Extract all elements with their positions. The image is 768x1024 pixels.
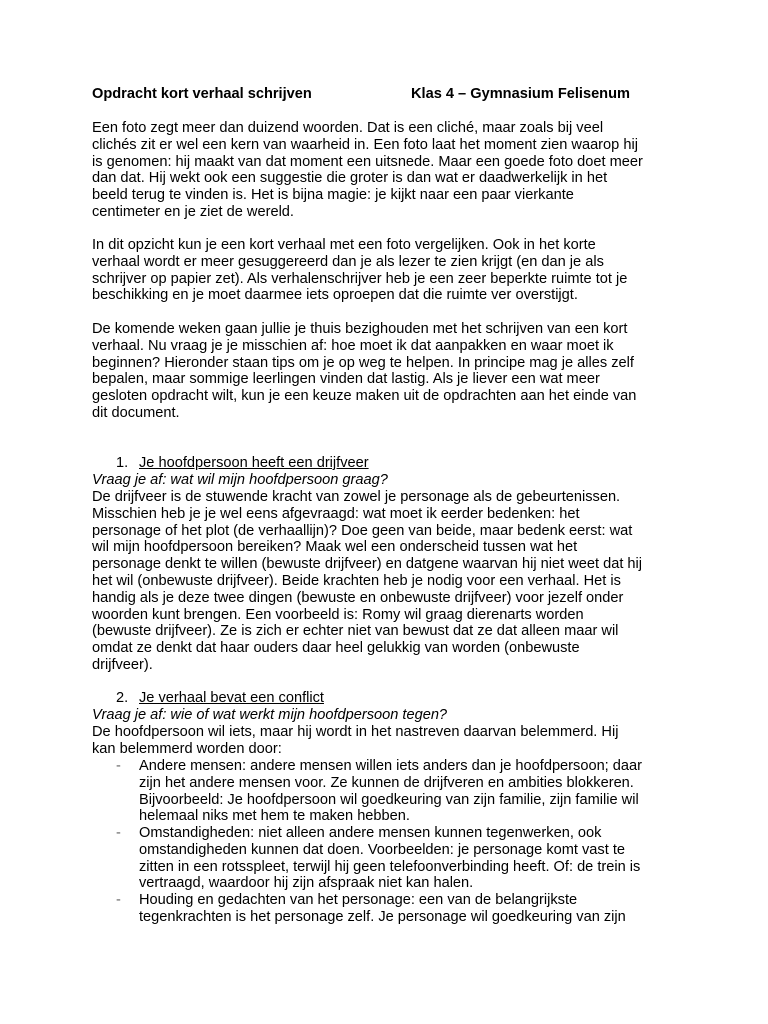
bullet-item-other-people xyxy=(139,758,642,825)
text-line: (bewuste drijfveer). Ze is zich er echter niet van bewust dat ze dat alleen maar wil xyxy=(92,623,619,640)
section-1-question: Vraag je af: wat wil mijn hoofdpersoon graag? xyxy=(92,472,388,488)
text-line: Houding en gedachten van het personage: een van de belangrijkste xyxy=(139,892,578,908)
text-line: Misschien heb je je wel eens afgevraagd: wat moet ik eerder bedenken: het xyxy=(92,505,580,522)
text-line: Bijvoorbeeld: Je hoofdpersoon wil goedkeuring van zijn familie, zijn familie wil xyxy=(139,791,639,808)
text-line: verhaal. Nu vraag je je misschien af: hoe moet ik dat aanpakken en waar moet ik xyxy=(92,337,614,354)
text-line: woorden kunt brengen. Een voorbeeld is: Romy wil graag dierenarts worden xyxy=(92,606,584,623)
text-line: beschikking en je moet daarmee iets oproepen dat die ruimte ver overstijgt. xyxy=(92,287,578,304)
text-line: Een foto zegt meer dan duizend woorden. Dat is een cliché, maar zoals bij veel xyxy=(92,120,604,136)
bullet-item-attitude xyxy=(139,892,626,926)
text-line: drijfveer). xyxy=(92,656,153,673)
text-line: tegenkrachten is het personage zelf. Je personage wil goedkeuring van zijn xyxy=(139,908,626,925)
text-line: schrijver op papier zet). Als verhalenschrijver heb je een zeer beperkte ruimte tot je xyxy=(92,270,628,287)
section-1-body xyxy=(92,489,692,674)
text-line: personage of het plot (de verhaallijn)? Doe geen van beide, maar bedenk eerst: wat xyxy=(92,522,633,539)
text-line: wil mijn hoofdpersoon bereiken? Maak wel een onderscheid tussen wat het xyxy=(92,539,578,556)
intro-paragraph-3 xyxy=(92,321,692,422)
document-title: Opdracht kort verhaal schrijven xyxy=(92,86,312,102)
text-line: helemaal niks met hem te maken hebben. xyxy=(139,808,410,825)
bullet-item-circumstances xyxy=(139,825,640,892)
text-line: omdat ze denkt dat haar ouders daar heel gelukkig van worden (onbewuste xyxy=(92,640,580,657)
section-1-heading: Je hoofdpersoon heeft een drijfveer xyxy=(139,455,369,471)
text-line: In dit opzicht kun je een kort verhaal met een foto vergelijken. Ook in het korte xyxy=(92,237,596,253)
text-line: De komende weken gaan jullie je thuis bezighouden met het schrijven van een kort xyxy=(92,321,628,337)
intro-paragraph-2 xyxy=(92,237,692,304)
text-line: is genomen: hij maakt van dat moment een uitsnede. Maar een goede foto doet meer xyxy=(92,153,643,170)
bullet-marker: - xyxy=(116,825,121,841)
text-line: het wil (onbewuste drijfveer). Beide krachten heb je nodig voor een verhaal. Het is xyxy=(92,572,621,589)
section-2-heading: Je verhaal bevat een conflict xyxy=(139,690,324,706)
text-line: zitten in een rotsspleet, terwijl hij geen telefoonverbinding heeft. Of: de trein is xyxy=(139,858,641,875)
text-line: De hoofdpersoon wil iets, maar hij wordt in het nastreven daarvan belemmerd. Hij xyxy=(92,724,619,740)
text-line: centimeter en je ziet de wereld. xyxy=(92,203,294,220)
text-line: Omstandigheden: niet alleen andere mensen kunnen tegenwerken, ook xyxy=(139,825,602,841)
text-line: kan belemmerd worden door: xyxy=(92,740,282,757)
text-line: beeld terug te vinden is. Het is bijna magie: je kijkt naar een paar vierkante xyxy=(92,187,574,204)
text-line: verhaal wordt er meer gesuggereerd dan je als lezer te zien krijgt (en dan je als xyxy=(92,253,604,270)
section-2-question: Vraag je af: wie of wat werkt mijn hoofdpersoon tegen? xyxy=(92,707,448,723)
text-line: Andere mensen: andere mensen willen iets anders dan je hoofdpersoon; daar xyxy=(139,758,642,774)
intro-paragraph-1 xyxy=(92,120,692,221)
section-2-number: 2. xyxy=(116,690,129,706)
text-line: De drijfveer is de stuwende kracht van zowel je personage als de gebeurtenissen. xyxy=(92,489,621,505)
bullet-marker: - xyxy=(116,892,121,908)
section-1-number: 1. xyxy=(116,455,129,471)
text-line: gesloten opdracht wilt, kun je een keuze maken uit de opdrachten aan het einde van xyxy=(92,388,637,405)
text-line: handig als je deze twee dingen (bewuste en onbewuste drijfveer) voor jezelf onder xyxy=(92,589,624,606)
text-line: bepalen, maar sommige leerlingen vinden dat lastig. Als je liever een wat meer xyxy=(92,371,600,388)
class-label: Klas 4 – Gymnasium Felisenum xyxy=(411,86,630,102)
text-line: zijn het andere mensen voor. Ze kunnen de drijfveren en ambities blokkeren. xyxy=(139,774,634,791)
text-line: beginnen? Hieronder staan tips om je op weg te helpen. In principe mag je alles zelf xyxy=(92,354,634,371)
text-line: omstandigheden kunnen dat doen. Voorbeelden: je personage komt vast te xyxy=(139,841,625,858)
text-line: vertraagd, waardoor hij zijn afspraak niet kan halen. xyxy=(139,875,474,892)
bullet-marker: - xyxy=(116,758,121,774)
text-line: dan dat. Hij wekt ook een suggestie die groter is dan wat er daadwerkelijk in het xyxy=(92,170,608,187)
section-2-body xyxy=(92,724,692,758)
text-line: personage denkt te willen (bewuste drijfveer) en datgene waarvan hij niet weet dat hij xyxy=(92,556,643,573)
text-line: dit document. xyxy=(92,404,180,421)
text-line: clichés zit er wel een kern van waarheid in. Een foto laat het moment zien waarop hij xyxy=(92,136,638,153)
